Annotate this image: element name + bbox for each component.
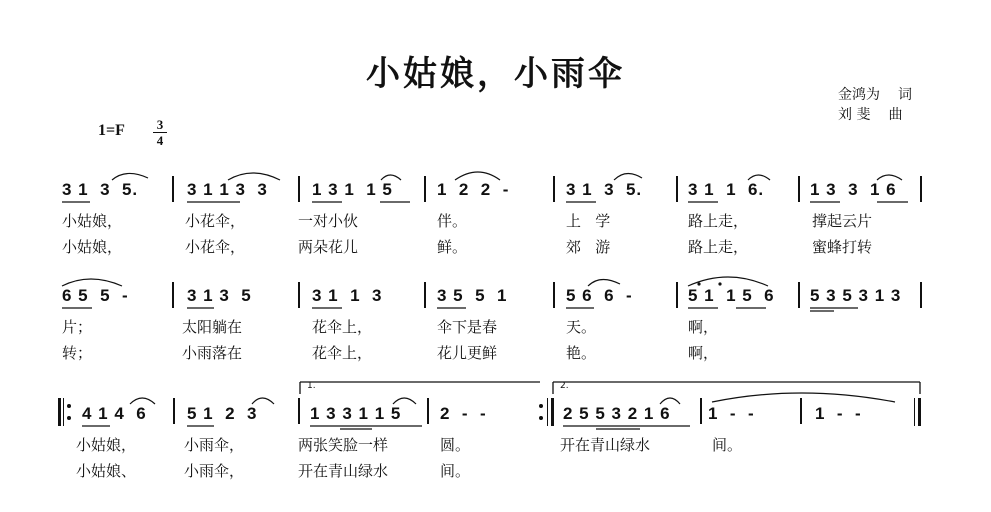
slur — [130, 398, 155, 404]
measure-notes: 3 1 3 5. — [62, 180, 139, 199]
composer-name: 刘 斐 — [838, 107, 871, 123]
lyric-verse-2: 路上走， — [688, 238, 749, 256]
slur — [252, 398, 274, 404]
slur — [455, 172, 500, 180]
slur — [877, 175, 902, 180]
lyric-verse-1: 啊， — [688, 318, 719, 336]
lyric-verse-1: 圆。 — [440, 436, 471, 454]
composer-role: 曲 — [888, 107, 903, 123]
measure-notes: 2 - - — [440, 404, 487, 423]
lyric-verse-2: 蜜蜂打转 — [812, 238, 873, 256]
slur — [112, 173, 148, 180]
lyric-verse-2: 艳。 — [566, 344, 597, 362]
lyric-verse-2: 开在青山绿水 — [298, 462, 389, 480]
measure-notes: 5 1 1 5 6 — [688, 286, 775, 305]
measure-notes: 3 1 1 3 — [312, 286, 383, 305]
lyric-verse-1: 小雨伞， — [184, 436, 245, 454]
lyric-verse-2: 郊 游 — [566, 238, 611, 256]
measure-notes: 1 - - — [815, 404, 862, 423]
lyric-verse-2: 小姑娘、 — [76, 462, 137, 480]
volta-2-label: 2. — [560, 381, 569, 391]
lyric-verse-2: 花儿更鲜 — [437, 344, 498, 362]
measure-notes: 3 5 5 1 — [437, 286, 508, 305]
lyric-verse-2: 转； — [62, 344, 93, 362]
measure-notes: 5 6 6 - — [566, 286, 633, 305]
lyric-verse-1: 太阳躺在 — [182, 318, 243, 336]
measure-notes: 5 1 2 3 — [187, 404, 258, 423]
measure-notes: 3 1 3 5. — [566, 180, 643, 199]
lyric-verse-1: 片； — [62, 318, 93, 336]
slur — [748, 175, 770, 180]
measure-notes: 3 1 3 5 — [187, 286, 252, 305]
measure-notes: 6 5 5 - — [62, 286, 129, 305]
lyric-verse-2: 鲜。 — [437, 238, 468, 256]
measure-notes: 4 1 4 6 — [82, 404, 147, 423]
slur — [381, 175, 401, 180]
lyric-verse-1: 天。 — [566, 318, 597, 336]
slur — [228, 173, 280, 180]
measure-notes: 3 1 1 6. — [688, 180, 765, 199]
lyric-verse-1: 伴。 — [437, 212, 468, 230]
lyric-verse-1: 小花伞， — [185, 212, 246, 230]
lyric-verse-1: 间。 — [712, 436, 743, 454]
lyricist-role: 词 — [898, 87, 912, 103]
slur — [393, 398, 416, 404]
measure-notes: 3 1 1 3 3 — [187, 180, 268, 199]
lyric-verse-1: 花伞上， — [312, 318, 373, 336]
measure-notes: 2 5 5 3 2 1 6 — [563, 404, 671, 423]
measure-notes: 1 - - — [708, 404, 755, 423]
measure-notes: 1 3 3 1 6 — [810, 180, 897, 199]
song-title: 小姑娘，小雨伞 — [366, 54, 625, 94]
measure-notes: 1 2 2 - — [437, 180, 510, 199]
lyric-verse-1: 开在青山绿水 — [560, 436, 651, 454]
measure-notes: 1 3 3 1 1 5 — [310, 404, 402, 423]
lyric-verse-2: 间。 — [440, 462, 471, 480]
volta-1-label: 1. — [307, 381, 316, 391]
slur — [712, 393, 895, 402]
key-signature: 1=F — [98, 122, 125, 139]
lyric-verse-2: 小花伞， — [185, 238, 246, 256]
lyricist-name: 金鸿为 — [838, 87, 880, 103]
lyric-verse-2: 花伞上， — [312, 344, 373, 362]
slur — [588, 279, 620, 286]
measure-notes: 1 3 1 1 5 — [312, 180, 393, 199]
lyric-verse-1: 上 学 — [566, 212, 611, 230]
lyric-verse-2: 两朵花儿 — [298, 238, 359, 256]
lyric-verse-1: 小姑娘， — [62, 212, 123, 230]
slur — [614, 173, 642, 180]
lyric-verse-2: 小姑娘， — [62, 238, 123, 256]
slur — [62, 279, 122, 286]
time-signature-bottom: 4 — [156, 133, 164, 148]
lyric-verse-2: 小雨落在 — [182, 344, 243, 362]
lyric-verse-1: 伞下是春 — [437, 318, 498, 336]
lyric-verse-1: 一对小伙 — [298, 212, 359, 230]
lyric-verse-1: 路上走， — [688, 212, 749, 230]
slur — [660, 398, 680, 404]
lyric-verse-2: 啊， — [688, 344, 719, 362]
lyric-verse-2: 小雨伞， — [184, 462, 245, 480]
lyric-verse-1: 两张笑脸一样 — [298, 436, 389, 454]
lyric-verse-1: 小姑娘， — [76, 436, 137, 454]
measure-notes: 5 3 5 3 1 3 — [810, 286, 902, 305]
time-signature-top: 3 — [156, 117, 164, 132]
lyric-verse-1: 撑起云片 — [812, 212, 873, 230]
